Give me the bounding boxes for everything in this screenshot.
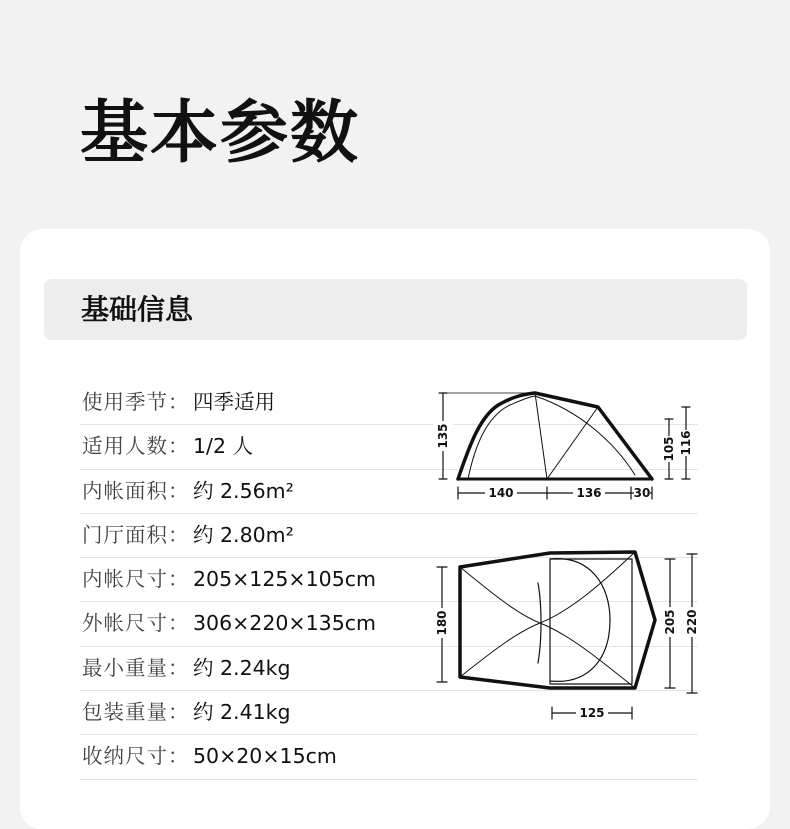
dim-label-136: 136 [576, 486, 602, 500]
tent-top-view-diagram [430, 545, 702, 730]
spec-label: 收纳尺寸： [82, 744, 190, 769]
spec-label: 使用季节： [82, 390, 190, 414]
dim-label-135: 135 [436, 423, 450, 449]
spec-label: 包装重量： [82, 700, 190, 725]
spec-label: 内帐面积： [82, 478, 190, 503]
spec-value: 四季适用 [193, 390, 275, 414]
dim-label-105: 105 [662, 436, 676, 462]
spec-label: 内帐尺寸： [82, 567, 190, 592]
dim-label-180: 180 [435, 610, 449, 636]
spec-value: 约 2.80m² [193, 522, 294, 547]
dim-label-116: 116 [679, 430, 693, 456]
spec-row-pack-size [80, 735, 698, 779]
dim-label-125: 125 [579, 706, 605, 720]
section-header [44, 279, 747, 340]
spec-value: 205×125×105cm [193, 567, 376, 592]
dim-label-30: 30 [633, 486, 651, 500]
spec-value: 1/2 人 [193, 434, 254, 459]
spec-value: 约 2.41kg [193, 700, 291, 725]
dim-label-220: 220 [685, 609, 699, 635]
spec-label: 外帐尺寸： [82, 611, 190, 636]
dim-label-205: 205 [663, 609, 677, 635]
spec-value: 约 2.56m² [193, 478, 294, 503]
spec-value: 约 2.24kg [193, 655, 291, 680]
dim-label-140: 140 [488, 486, 514, 500]
section-title: 基础信息 [81, 293, 194, 326]
tent-side-view-diagram [430, 385, 695, 510]
spec-label: 门厅面积： [82, 522, 190, 547]
spec-value: 306×220×135cm [193, 611, 376, 636]
spec-label: 适用人数： [82, 434, 190, 459]
page-title: 基本参数 [80, 94, 361, 173]
spec-card [20, 229, 770, 829]
spec-label: 最小重量： [82, 655, 190, 680]
spec-value: 50×20×15cm [193, 744, 337, 769]
